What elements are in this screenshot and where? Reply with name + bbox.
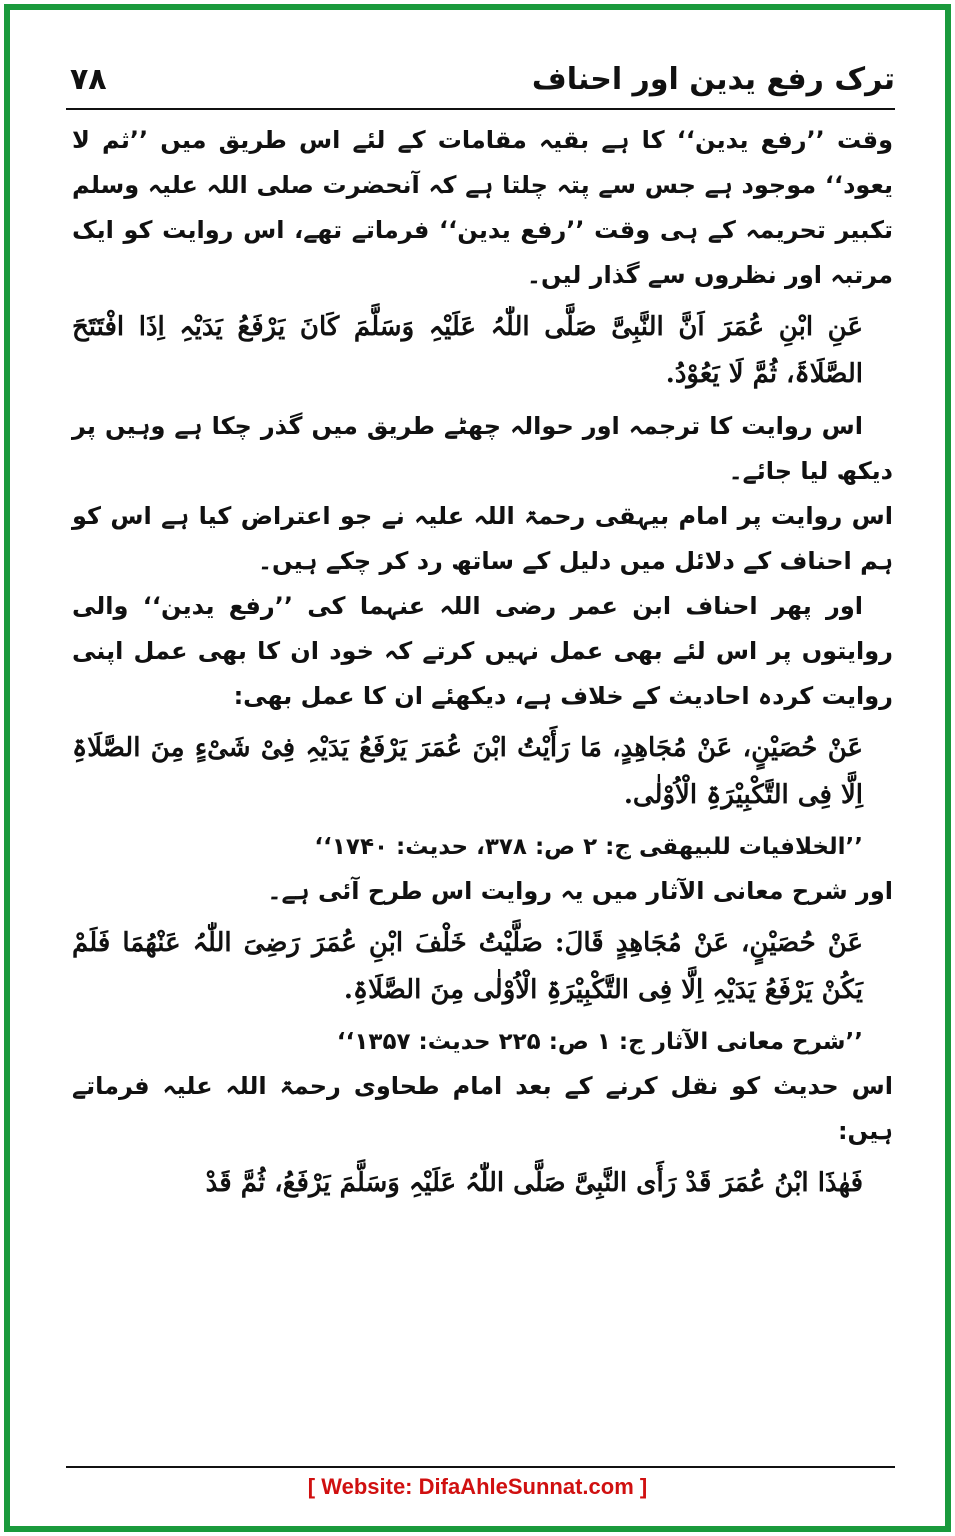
website-footer: [ Website: DifaAhleSunnat.com ] [307, 1474, 648, 1499]
footer-divider [66, 1466, 895, 1468]
page-title: ترک رفع یدین اور احناف [531, 62, 895, 97]
paragraph-1: وقت ’’رفع یدین‘‘ کا ہے بقیہ مقامات کے لئے اس طریق میں ’’ثم لا یعود‘‘ موجود ہے جس سے پتہ چلتا ہے کہ آنحضرت صلی اللہ علیہ وسلم تکبیر تحریمہ کے ہی وقت ’’رفع یدین‘‘ فرماتے تھے، اس روایت کو ایک مرتبہ اور نظروں سے گذار لیں۔ [72, 126, 893, 289]
paragraph-6: اس حدیث کو نقل کرنے کے بعد امام طحاوی رحمۃ اللہ علیہ فرماتے ہیں: [72, 1072, 893, 1145]
reference-1: ’’الخلافیات للبیھقی ج: ۲ ص: ۳۷۸، حدیث: ۱۷۴۰‘‘ [314, 834, 863, 860]
arabic-hadith-1: عَنِ ابْنِ عُمَرَ اَنَّ النَّبِیَّ صَلَّی اللّٰہُ عَلَیْہِ وَسَلَّمَ کَانَ یَرْفَعُ یَدَیْہِ اِذَا افْتَتَحَ الصَّلَاۃَ، ثُمَّ لَا یَعُوْدُ. [72, 312, 863, 389]
reference-2: ’’شرح معانی الآثار ج: ۱ ص: ۲۲۵ حدیث: ۱۳۵۷‘‘ [336, 1029, 863, 1055]
paragraph-3: اس روایت پر امام بیہقی رحمۃ اللہ علیہ نے جو اعتراض کیا ہے اس کو ہم احناف کے دلائل میں دلیل کے ساتھ رد کر چکے ہیں۔ [72, 502, 893, 575]
paragraph-5: اور شرح معانی الآثار میں یہ روایت اس طرح آئی ہے۔ [267, 877, 893, 905]
paragraph-2: اس روایت کا ترجمہ اور حوالہ چھٹے طریق میں گذر چکا ہے وہیں پر دیکھ لیا جائے۔ [72, 412, 893, 485]
page-body [72, 118, 893, 1440]
paragraph-4: اور پھر احناف ابن عمر رضی اللہ عنہما کی ’’رفع یدین‘‘ والی روایتوں پر اس لئے بھی عمل نہیں کرتے کہ خود ان کا بھی عمل اپنی روایت کردہ احادیث کے خلاف ہے، دیکھئے ان کا عمل بھی: [72, 592, 893, 710]
page-header [66, 56, 895, 110]
arabic-hadith-3: عَنْ حُصَیْنٍ، عَنْ مُجَاھِدٍ قَالَ: صَلَّیْتُ خَلْفَ ابْنِ عُمَرَ رَضِیَ اللّٰہُ عَنْھُمَا فَلَمْ یَکُنْ یَرْفَعُ یَدَیْہِ اِلَّا فِی التَّکْبِیْرَۃِ الْاُوْلٰی مِنَ الصَّلَاۃِ. [72, 928, 863, 1005]
page-number: ۷۸ [70, 62, 107, 97]
arabic-hadith-4: فَھٰذَا ابْنُ عُمَرَ قَدْ رَأَی النَّبِیَّ صَلَّی اللّٰہُ عَلَیْہِ وَسَلَّمَ یَرْفَعُ، ثُمَّ قَدْ [205, 1168, 863, 1198]
arabic-hadith-2: عَنْ حُصَیْنٍ، عَنْ مُجَاھِدٍ، مَا رَأَیْتُ ابْنَ عُمَرَ یَرْفَعُ یَدَیْہِ فِیْ شَیْءٍ مِنَ الصَّلَاۃِ اِلَّا فِی التَّکْبِیْرَۃِ الْاُوْلٰی. [72, 733, 863, 810]
